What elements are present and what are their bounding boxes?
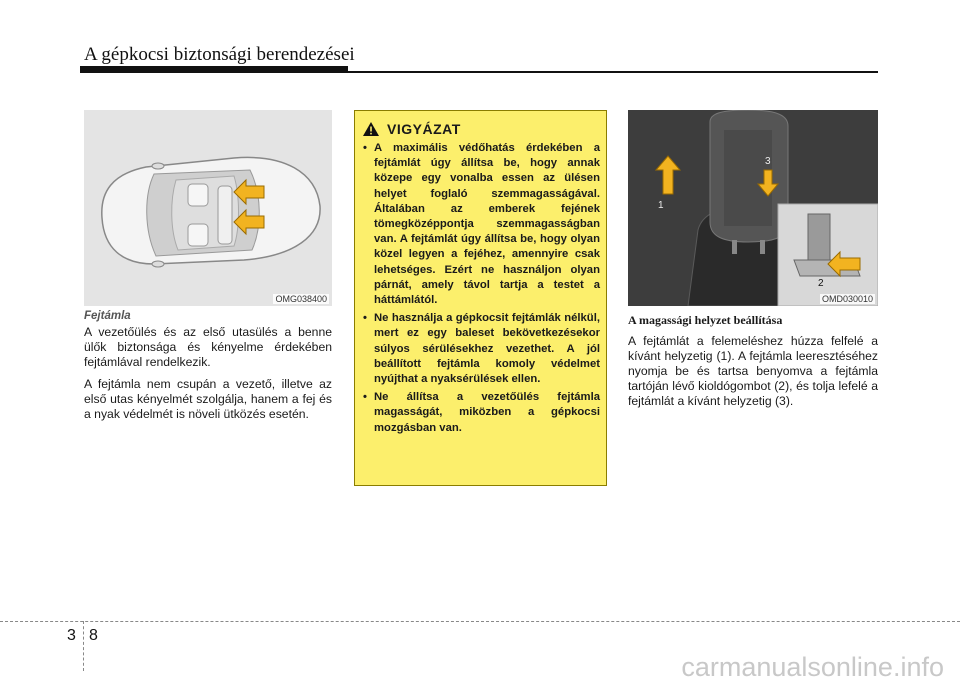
left-column (84, 110, 332, 422)
footer-divider (83, 621, 84, 671)
footer-rule (0, 621, 960, 622)
warning-title: VIGYÁZAT (387, 121, 461, 137)
warning-box (354, 110, 607, 486)
body-paragraph: A vezetőülés és az első utasülés a benne ülők biztonsága és kényelme érdekében fejtámlával rendelkezik. (84, 325, 332, 369)
warning-item: • Ne használja a gépkocsit fejtámlák nélkül, mert ez egy baleset bekövetkezésekor súlyos sérülésekhez vezethet. A jól beállított fejtámla komoly védelmet nyújthat a nyaksérülések ellen. (363, 311, 600, 387)
warning-list (355, 141, 606, 436)
warning-item: • A maximális védőhatás érdekében a fejtámlát úgy állítsa be, hogy annak közepe egy vonalba essen az ülésen helyet foglaló szemmagasságával. Általában az emberek fejének tömegközéppontja szemmagasságban van. A fejtámlát úgy állítsa be, hogy olyan közel legyen a fejéhez, amennyire csak lehetséges. Ezért ne használjon olyan párnát, amely távol tartja a testet a háttámlától. (363, 141, 600, 308)
page-number: 8 (89, 627, 98, 644)
car-top-view-icon (84, 110, 332, 306)
subsection-heading: Fejtámla (84, 310, 131, 322)
subsection-heading: A magassági helyzet beállítása (628, 313, 783, 327)
callout-1: 1 (658, 200, 664, 211)
headrest-figure (628, 110, 878, 306)
callout-2: 2 (818, 278, 824, 289)
body-paragraph: A fejtámlát a felemeléshez húzza felfelé a kívánt helyzetig (1). A fejtámla leeresztéséhez nyomja be és tartsa benyomva a fejtámla tartóján lévő kioldógombot (2), és tolja lefelé a fejtámlát a kívánt helyzetig (3). (628, 334, 878, 408)
warning-header (355, 111, 606, 141)
body-paragraph: A fejtámla nem csupán a vezető, illetve az első utas kényelmét szolgálja, hanem a fej és a nyak védelmét is növeli ütközés esetén. (84, 377, 332, 421)
header-bar (80, 66, 348, 73)
figure-code: OMD030010 (821, 294, 873, 304)
chapter-number: 3 (67, 627, 76, 644)
section-title: A gépkocsi biztonsági berendezései (84, 44, 355, 65)
right-column (628, 110, 878, 409)
headrest-icon (628, 110, 878, 306)
watermark: carmanualsonline.info (681, 652, 944, 682)
figure-code: OMG038400 (275, 294, 327, 304)
warning-triangle-icon (363, 122, 379, 136)
header-rule (348, 71, 878, 73)
warning-item: • Ne állítsa a vezetőülés fejtámla magasságát, miközben a gépkocsi mozgásban van. (363, 390, 600, 436)
callout-3: 3 (765, 156, 771, 167)
car-seat-figure (84, 110, 332, 306)
